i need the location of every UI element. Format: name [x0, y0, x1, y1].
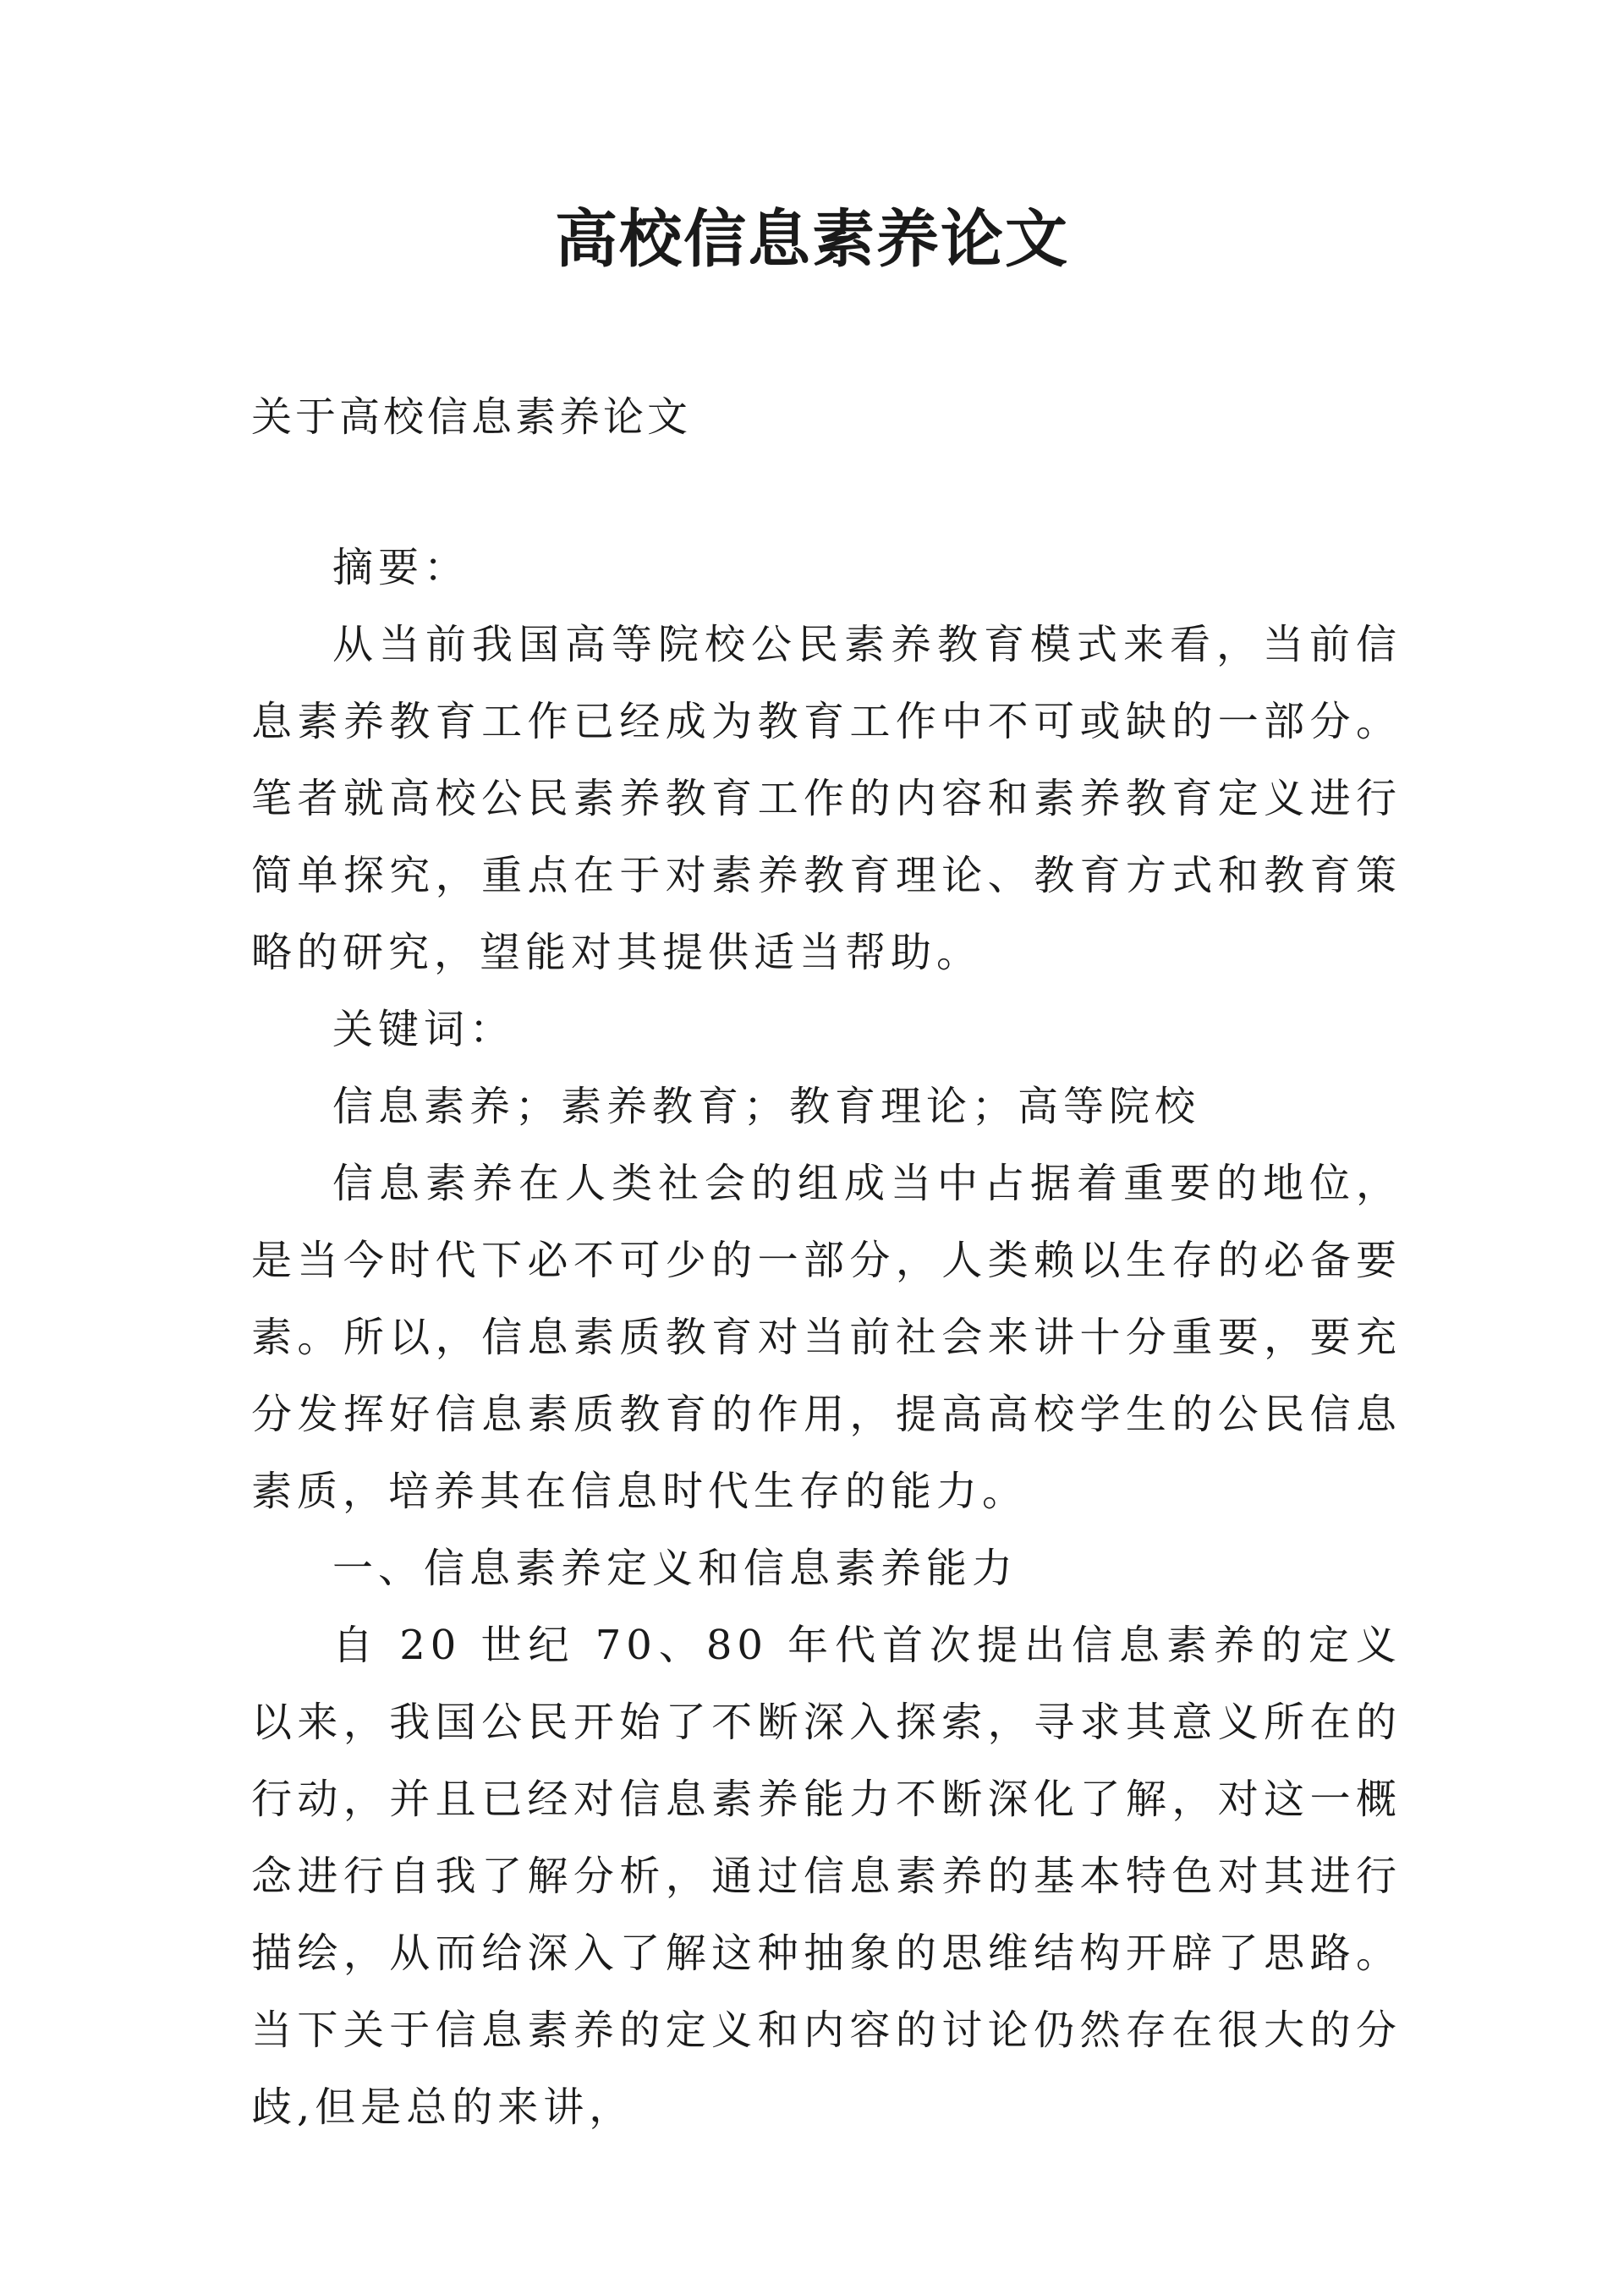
abstract-heading: 摘要： [332, 544, 470, 591]
intro-paragraph: 信息素养在人类社会的组成当中占据着重要的地位，是当今时代下必不可少的一部分，人类赖以生存的必备要素。所以，信息素质教育对当前社会来讲十分重要，要充分发挥好信息素质教育的作用，提高高校学生的公民信息素质，培养其在信息时代生存的能力。 [251, 1160, 1402, 1515]
keywords-heading: 关键词： [332, 1006, 516, 1053]
document-title: 高校信息素养论文 [555, 203, 1069, 276]
document-body [251, 530, 1402, 2146]
abstract-paragraph: 从当前我国高等院校公民素养教育模式来看，当前信息素养教育工作已经成为教育工作中不可或缺的一部分。笔者就高校公民素养教育工作的内容和素养教育定义进行简单探究，重点在于对素养教育理论、教育方式和教育策略的研究，望能对其提供适当帮助。 [251, 621, 1402, 976]
section-1-paragraph: 自 20 世纪 70、80 年代首次提出信息素养的定义以来，我国公民开始了不断深入探索，寻求其意义所在的行动，并且已经对信息素养能力不断深化了解，对这一概念进行自我了解分析，通过信息素养的基本特色对其进行描绘，从而给深入了解这种抽象的思维结构开辟了思路。当下关于信息素养的定义和内容的讨论仍然存在很大的分歧,但是总的来讲， [251, 1622, 1402, 2131]
section-heading-1: 一、信息素养定义和信息素养能力 [332, 1545, 1018, 1592]
document-subtitle: 关于高校信息素养论文 [251, 393, 692, 441]
keywords-list: 信息素养；素养教育；教育理论；高等院校 [332, 1083, 1201, 1130]
